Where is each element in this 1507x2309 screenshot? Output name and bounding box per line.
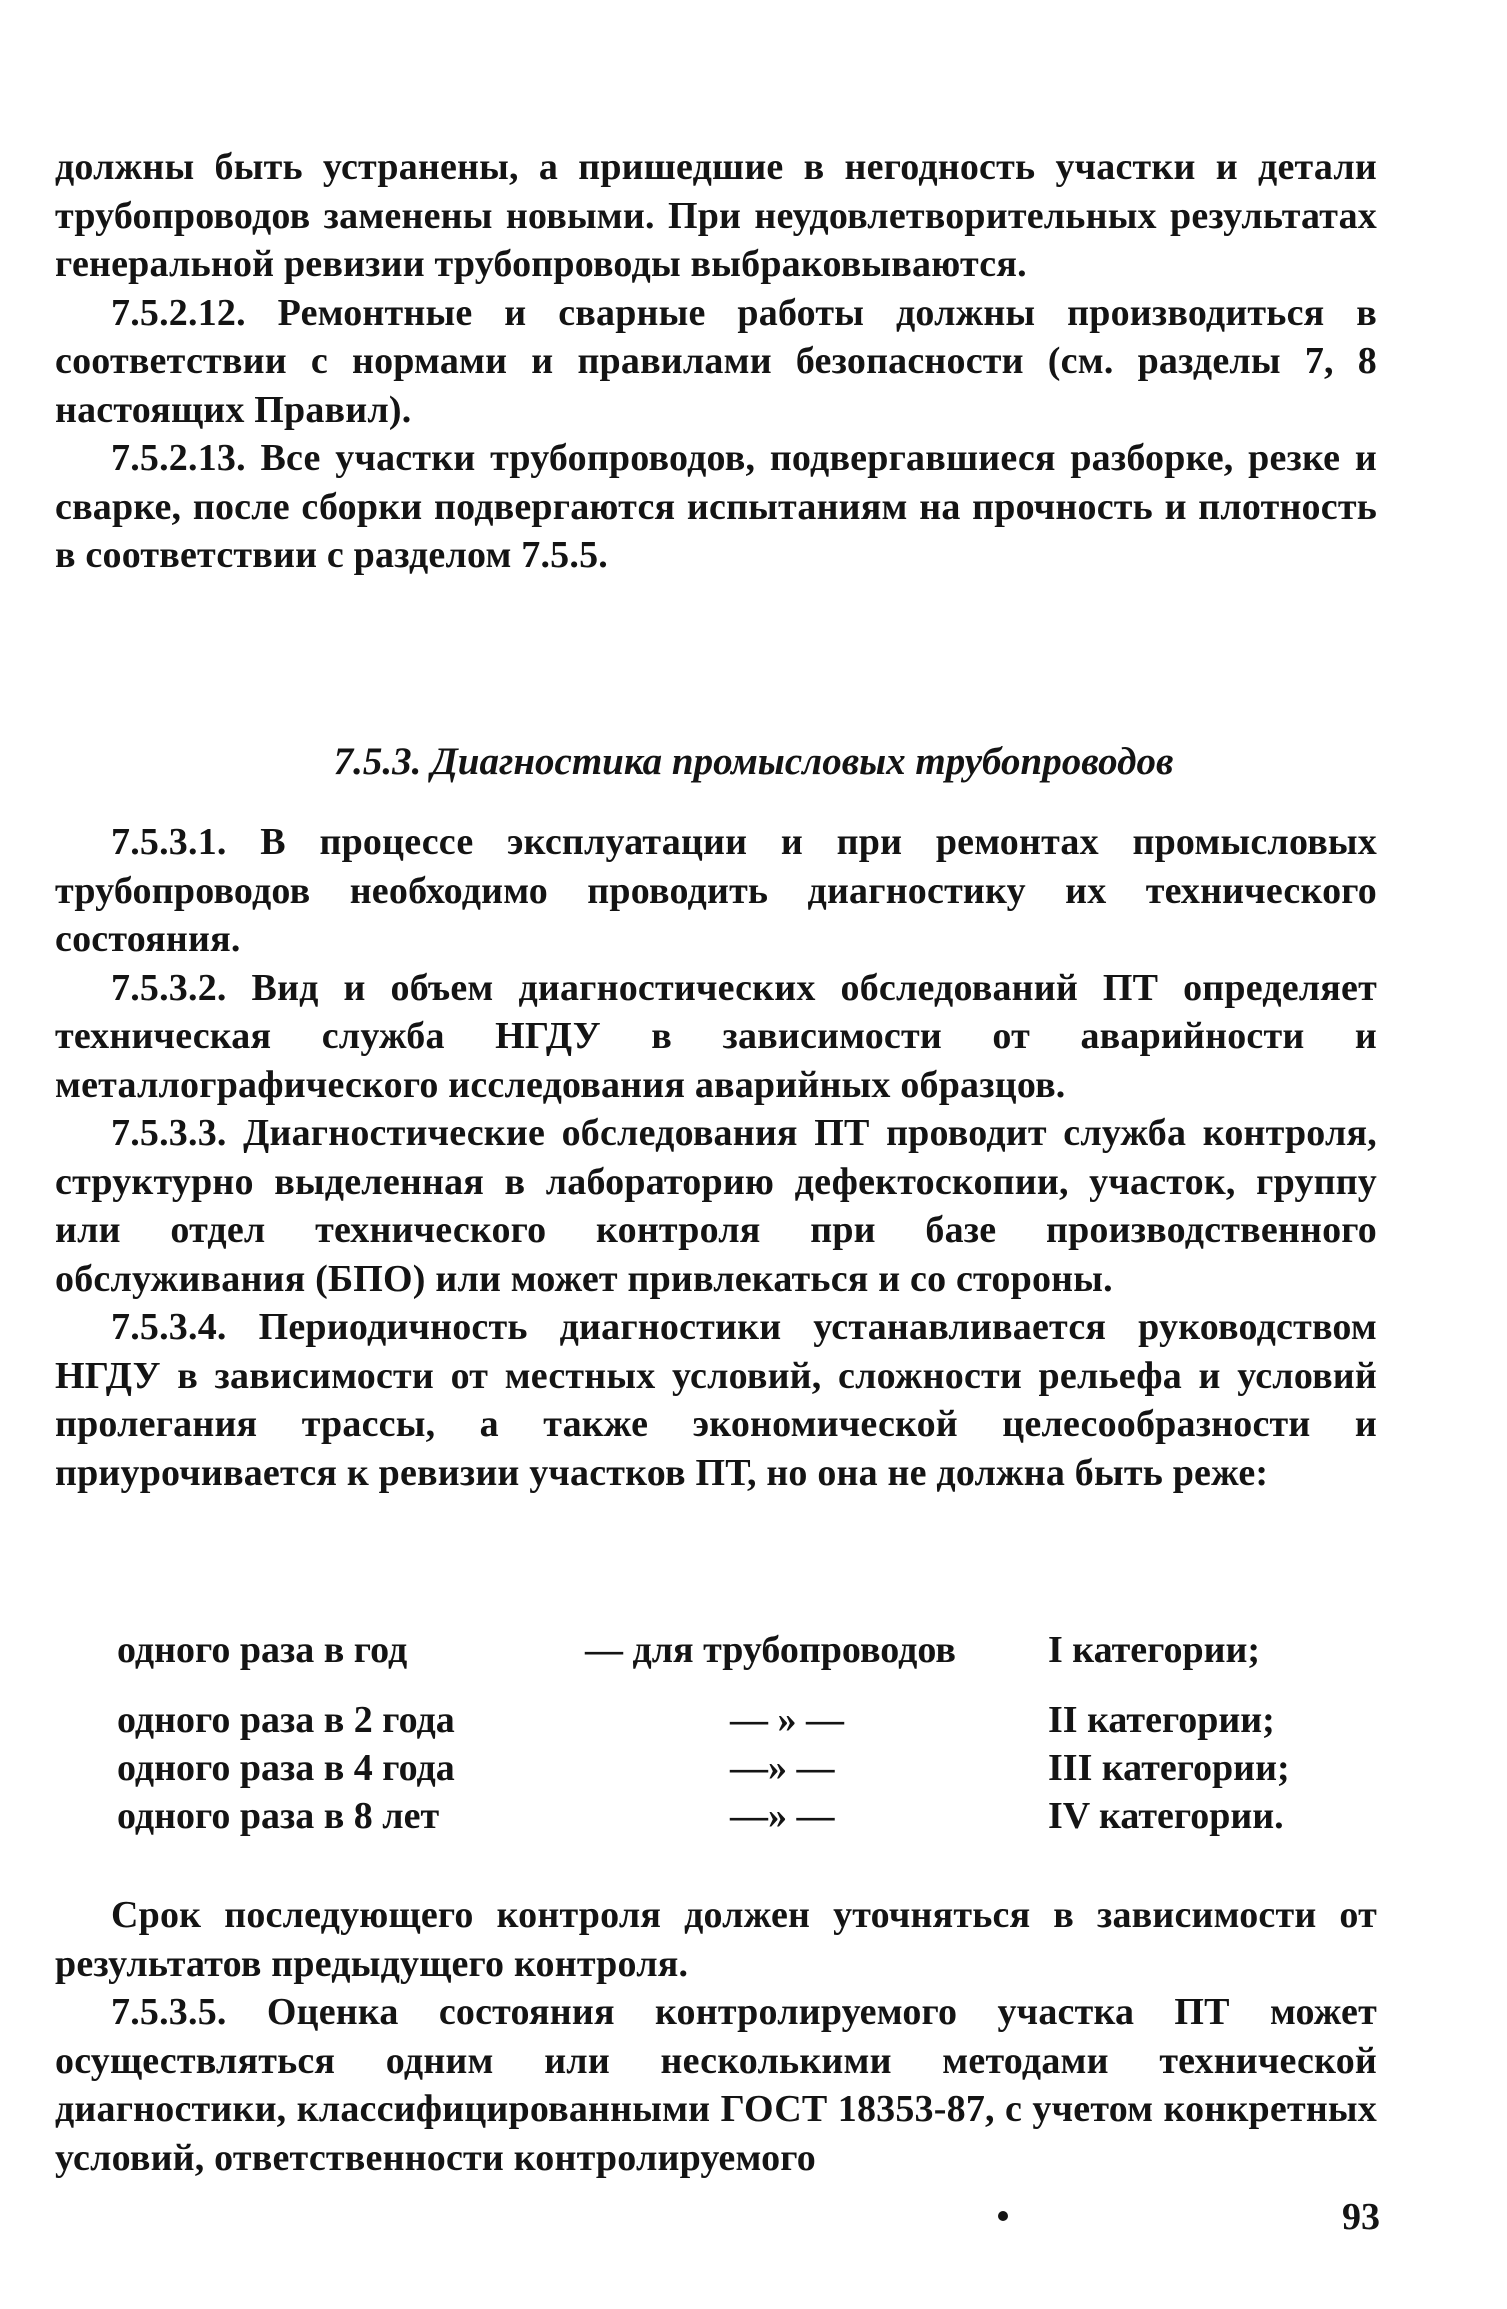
print-dot-mark (998, 2211, 1008, 2221)
schedule-category: IV категории. (1048, 1795, 1284, 1837)
text-block-middle (55, 818, 1377, 1497)
schedule-category: I категории; (1048, 1629, 1261, 1671)
schedule-period: одного раза в 8 лет (117, 1795, 440, 1837)
text-block-bottom (55, 1891, 1377, 2182)
paragraph-7-5-3-4: 7.5.3.4. Периодичность диагностики устанавливается руководством НГДУ в зависимости от местных условий, сложности рельефа и условий пролегания трассы, а также экономической целесообразности и приурочивается к ревизии участков ПТ, но она не должна быть реже: (55, 1306, 1377, 1494)
section-heading: 7.5.3. Диагностика промысловых трубопроводов (333, 740, 1174, 783)
paragraph-7-5-2-13: 7.5.2.13. Все участки трубопроводов, подвергавшиеся разборке, резке и сварке, после сборки подвергаются испытаниям на прочность и плотность в соответствии с разделом 7.5.5. (55, 437, 1377, 576)
schedule-period: одного раза в год (117, 1629, 408, 1671)
schedule-target: — для трубопроводов (585, 1629, 956, 1671)
schedule-target: —» — (730, 1747, 835, 1789)
schedule-target: — » — (730, 1699, 844, 1741)
paragraph-7-5-3-3: 7.5.3.3. Диагностические обследования ПТ проводит служба контроля, структурно выделенная в лабораторию дефектоскопии, участок, группу или отдел технического контроля при базе производственного обслуживания (БПО) или может привлекаться и со стороны. (55, 1112, 1377, 1300)
paragraph-7-5-3-5: 7.5.3.5. Оценка состояния контролируемого участка ПТ может осуществляться одним или несколькими методами технической диагностики, классифицированными ГОСТ 18353-87, с учетом конкретных условий, ответственности контролируемого (55, 1991, 1377, 2179)
schedule-category: II категории; (1048, 1699, 1275, 1741)
schedule-period: одного раза в 4 года (117, 1747, 455, 1789)
schedule-category: III категории; (1048, 1747, 1290, 1789)
schedule-period: одного раза в 2 года (117, 1699, 455, 1741)
schedule-target: —» — (730, 1795, 835, 1837)
paragraph-7-5-3-1: 7.5.3.1. В процессе эксплуатации и при ремонтах промысловых трубопроводов необходимо проводить диагностику их технического состояния. (55, 821, 1377, 960)
schedule-row (0, 1626, 1507, 1674)
schedule-row (0, 1792, 1507, 1840)
page-number: 93 (1342, 2196, 1380, 2238)
text-block-top (55, 143, 1377, 580)
paragraph-continuation: должны быть устранены, а пришедшие в негодность участки и детали трубопроводов заменены новыми. При неудовлетворительных результатах генеральной ревизии трубопроводы выбраковываются. (55, 146, 1377, 285)
paragraph-control-term: Срок последующего контроля должен уточняться в зависимости от результатов предыдущего контроля. (55, 1894, 1377, 1985)
paragraph-7-5-3-2: 7.5.3.2. Вид и объем диагностических обследований ПТ определяет техническая служба НГДУ в зависимости от аварийности и металлографического исследования аварийных образцов. (55, 966, 1377, 1106)
schedule-row (0, 1696, 1507, 1744)
schedule-row (0, 1744, 1507, 1792)
paragraph-7-5-2-12: 7.5.2.12. Ремонтные и сварные работы должны производиться в соответствии с нормами и правилами безопасности (см. разделы 7, 8 настоящих Правил). (55, 291, 1377, 431)
